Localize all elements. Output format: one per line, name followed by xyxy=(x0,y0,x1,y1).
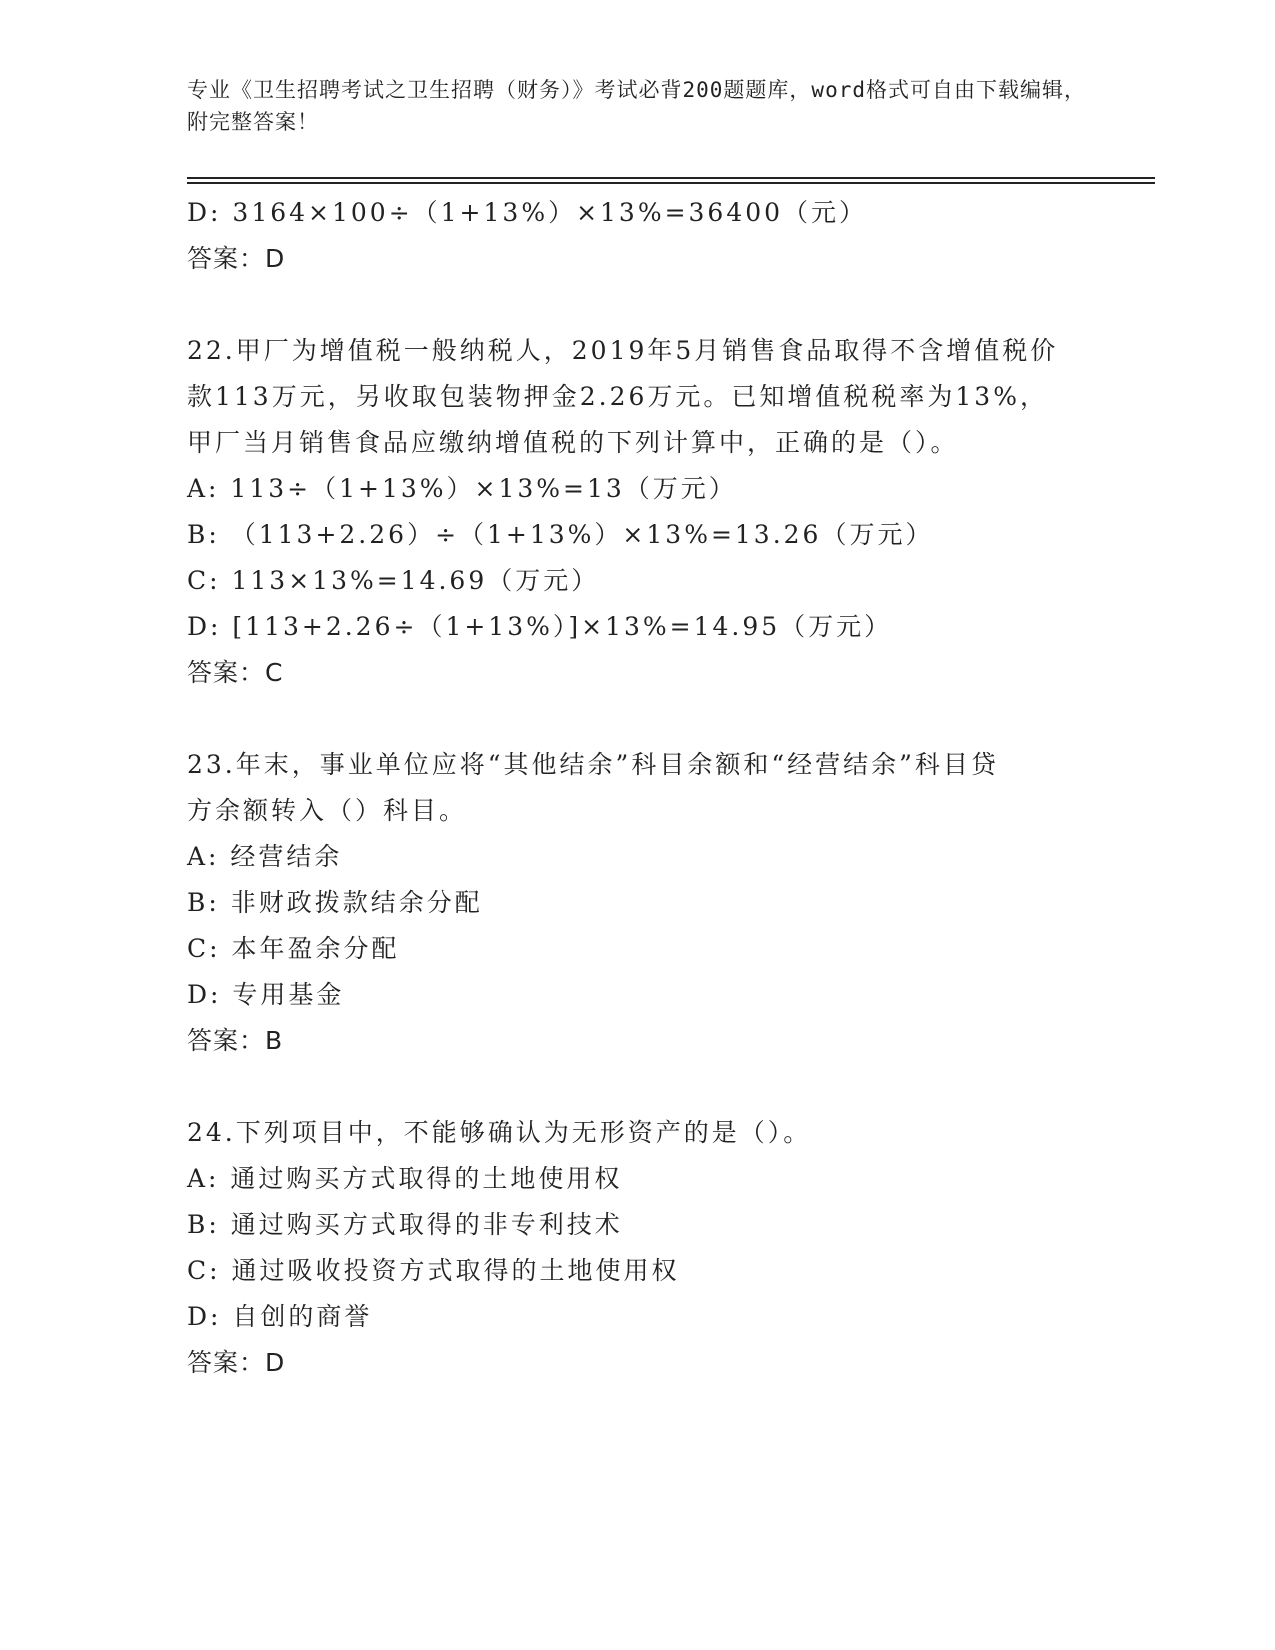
option-c: C: 本年盈余分配 xyxy=(187,934,400,963)
carryover-answer: 答案：D xyxy=(187,244,286,273)
option-a: A: 通过购买方式取得的土地使用权 xyxy=(187,1164,623,1193)
question-text-line: 款113万元，另收取包装物押金2.26万元。已知增值税税率为13%， xyxy=(187,382,1048,411)
spacer xyxy=(187,282,1155,328)
question-text-line: 24.下列项目中，不能够确认为无形资产的是（）。 xyxy=(187,1118,812,1147)
question-text-line: 23.年末，事业单位应将“其他结余”科目余额和“经营结余”科目贷 xyxy=(187,750,999,779)
question-text-line: 甲厂当月销售食品应缴纳增值税的下列计算中，正确的是（）。 xyxy=(187,428,959,457)
option-d: D: 专用基金 xyxy=(187,980,345,1009)
answer: 答案：D xyxy=(187,1348,286,1377)
question-24 xyxy=(187,1110,1155,1386)
spacer xyxy=(187,1064,1155,1110)
option-d: D: 自创的商誉 xyxy=(187,1302,373,1331)
question-22 xyxy=(187,328,1155,696)
answer: 答案：B xyxy=(187,1026,284,1055)
option-c: C: 通过吸收投资方式取得的土地使用权 xyxy=(187,1256,680,1285)
option-b: B: 通过购买方式取得的非专利技术 xyxy=(187,1210,623,1239)
document-body xyxy=(187,190,1155,1386)
option-a: A: 经营结余 xyxy=(187,842,343,871)
option-d: D: [113+2.26÷（1+13%）]×13%=14.95（万元） xyxy=(187,612,893,641)
carryover-option-d: D: 3164×100÷（1+13%）×13%=36400（元） xyxy=(187,198,868,227)
answer: 答案：C xyxy=(187,658,284,687)
option-a: A: 113÷（1+13%）×13%=13（万元） xyxy=(187,474,737,503)
question-23 xyxy=(187,742,1155,1064)
page-header xyxy=(187,74,1087,138)
option-b: B: （113+2.26）÷（1+13%）×13%=13.26（万元） xyxy=(187,520,934,549)
header-divider-bottom xyxy=(187,182,1155,184)
question-text-line: 22.甲厂为增值税一般纳税人，2019年5月销售食品取得不含增值税价 xyxy=(187,336,1059,365)
option-c: C: 113×13%=14.69（万元） xyxy=(187,566,600,595)
spacer xyxy=(187,696,1155,742)
header-divider-top xyxy=(187,177,1155,179)
option-b: B: 非财政拨款结余分配 xyxy=(187,888,483,917)
question-text-line: 方余额转入（）科目。 xyxy=(187,796,468,825)
header-title: 专业《卫生招聘考试之卫生招聘（财务）》考试必背200题题库，word格式可自由下载编辑，附完整答案！ xyxy=(187,78,1086,134)
